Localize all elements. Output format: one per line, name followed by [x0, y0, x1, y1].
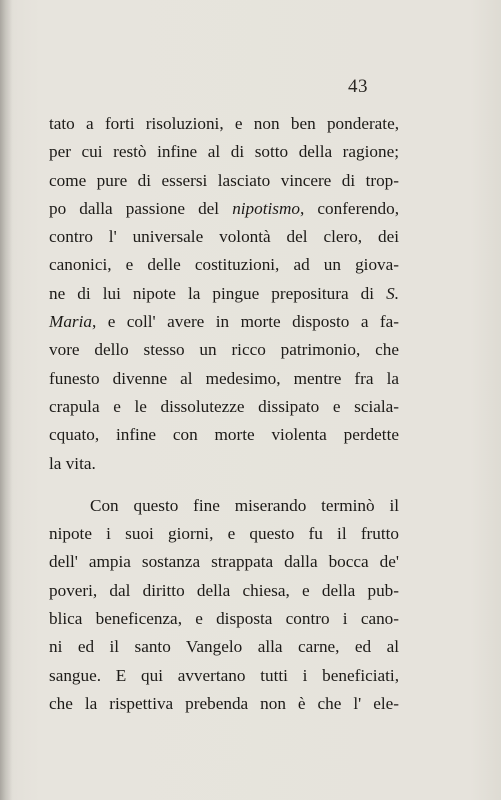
text-line: nipote i suoi giorni, e questo fu il frutto: [49, 524, 399, 544]
text-line: Maria, e coll' avere in morte disposto a fa-: [49, 312, 399, 332]
text-line: che la rispettiva prebenda non è che l' ele-: [49, 693, 399, 713]
text-line: dell' ampia sostanza strappata dalla bocca de': [49, 552, 399, 572]
text-line: la vita.: [49, 453, 96, 473]
italic-term: nipotismo: [232, 198, 300, 218]
text-line: come pure di essersi lasciato vincere di trop-: [49, 170, 399, 190]
body-text: [49, 110, 399, 718]
text-line: canonici, e delle costituzioni, ad un giova-: [49, 255, 399, 275]
text-line: tato a forti risoluzioni, e non ben ponderate,: [49, 114, 399, 133]
page-gutter-shadow: [0, 0, 12, 800]
text-line: poveri, dal diritto della chiesa, e della pub-: [49, 580, 399, 600]
text-line: ne di lui nipote la pingue prepositura di S.: [49, 283, 399, 303]
text-line: sangue. E qui avvertano tutti i beneficiati,: [49, 665, 399, 685]
paragraph-gap: [49, 478, 399, 492]
page-number: 43: [348, 76, 368, 97]
italic-term: Maria: [49, 312, 92, 332]
text-line: po dalla passione del nipotismo, conferendo,: [49, 198, 399, 218]
text-line: contro l' universale volontà del clero, dei: [49, 227, 399, 247]
text-line: vore dello stesso un ricco patrimonio, che: [49, 340, 399, 360]
text-line: blica beneficenza, e disposta contro i cano-: [49, 609, 399, 629]
italic-term: S.: [386, 283, 399, 303]
text-line: crapula e le dissolutezze dissipato e sciala-: [49, 396, 399, 416]
text-line: cquato, infine con morte violenta perdette: [49, 425, 399, 445]
text-line: funesto divenne al medesimo, mentre fra la: [49, 368, 399, 388]
text-line: ni ed il santo Vangelo alla carne, ed al: [49, 637, 399, 657]
text-line: Con questo fine miserando terminò il: [90, 495, 399, 515]
text-line: per cui restò infine al di sotto della ragione;: [49, 142, 399, 162]
